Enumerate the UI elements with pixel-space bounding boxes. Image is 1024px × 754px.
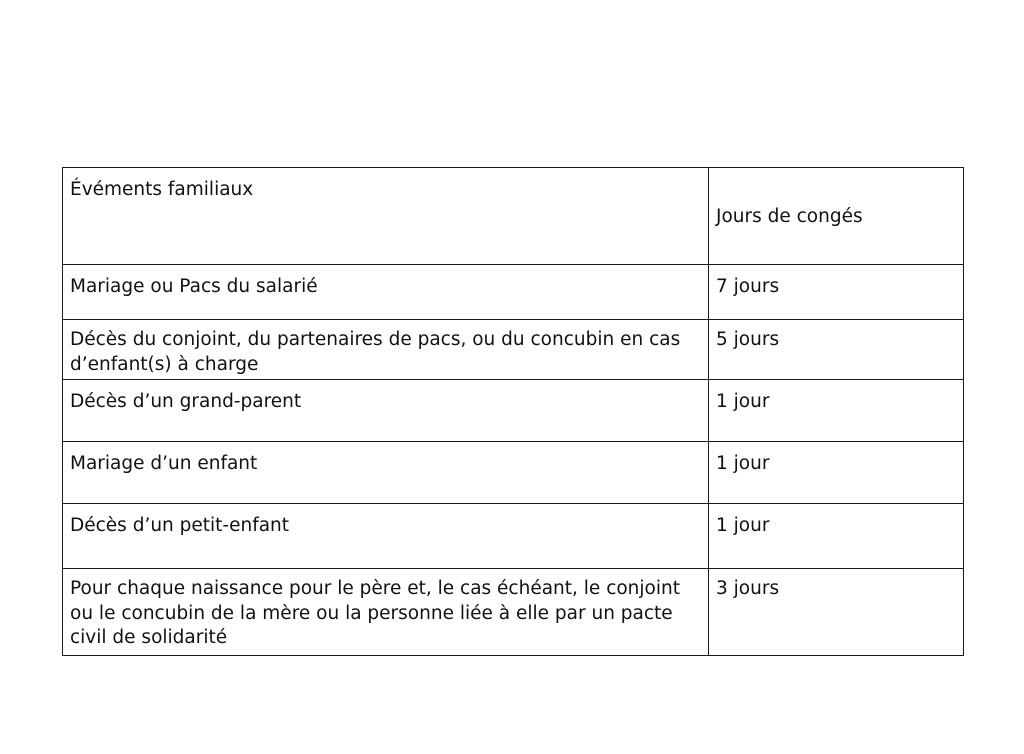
event-cell: Décès d’un petit-enfant — [63, 504, 709, 569]
days-cell: 5 jours — [709, 320, 964, 380]
event-cell: Décès d’un grand-parent — [63, 380, 709, 442]
table-row — [63, 265, 964, 320]
days-cell: 1 jour — [709, 504, 964, 569]
table-row — [63, 569, 964, 656]
header-event: Évéments familiaux — [63, 168, 709, 265]
table-header-row — [63, 168, 964, 265]
days-cell: 1 jour — [709, 380, 964, 442]
days-cell: 7 jours — [709, 265, 964, 320]
days-cell: 3 jours — [709, 569, 964, 656]
family-leave-table — [62, 167, 964, 656]
table-row — [63, 442, 964, 504]
header-days: Jours de congés — [709, 168, 964, 265]
days-cell: 1 jour — [709, 442, 964, 504]
event-cell: Mariage d’un enfant — [63, 442, 709, 504]
event-cell: Pour chaque naissance pour le père et, le cas échéant, le conjoint ou le concubin de la mère ou la personne liée à elle par un pacte civil de solidarité — [63, 569, 709, 656]
table-row — [63, 320, 964, 380]
event-cell: Décès du conjoint, du partenaires de pacs, ou du concubin en cas d’enfant(s) à charge — [63, 320, 709, 380]
event-cell: Mariage ou Pacs du salarié — [63, 265, 709, 320]
table-row — [63, 504, 964, 569]
table-row — [63, 380, 964, 442]
